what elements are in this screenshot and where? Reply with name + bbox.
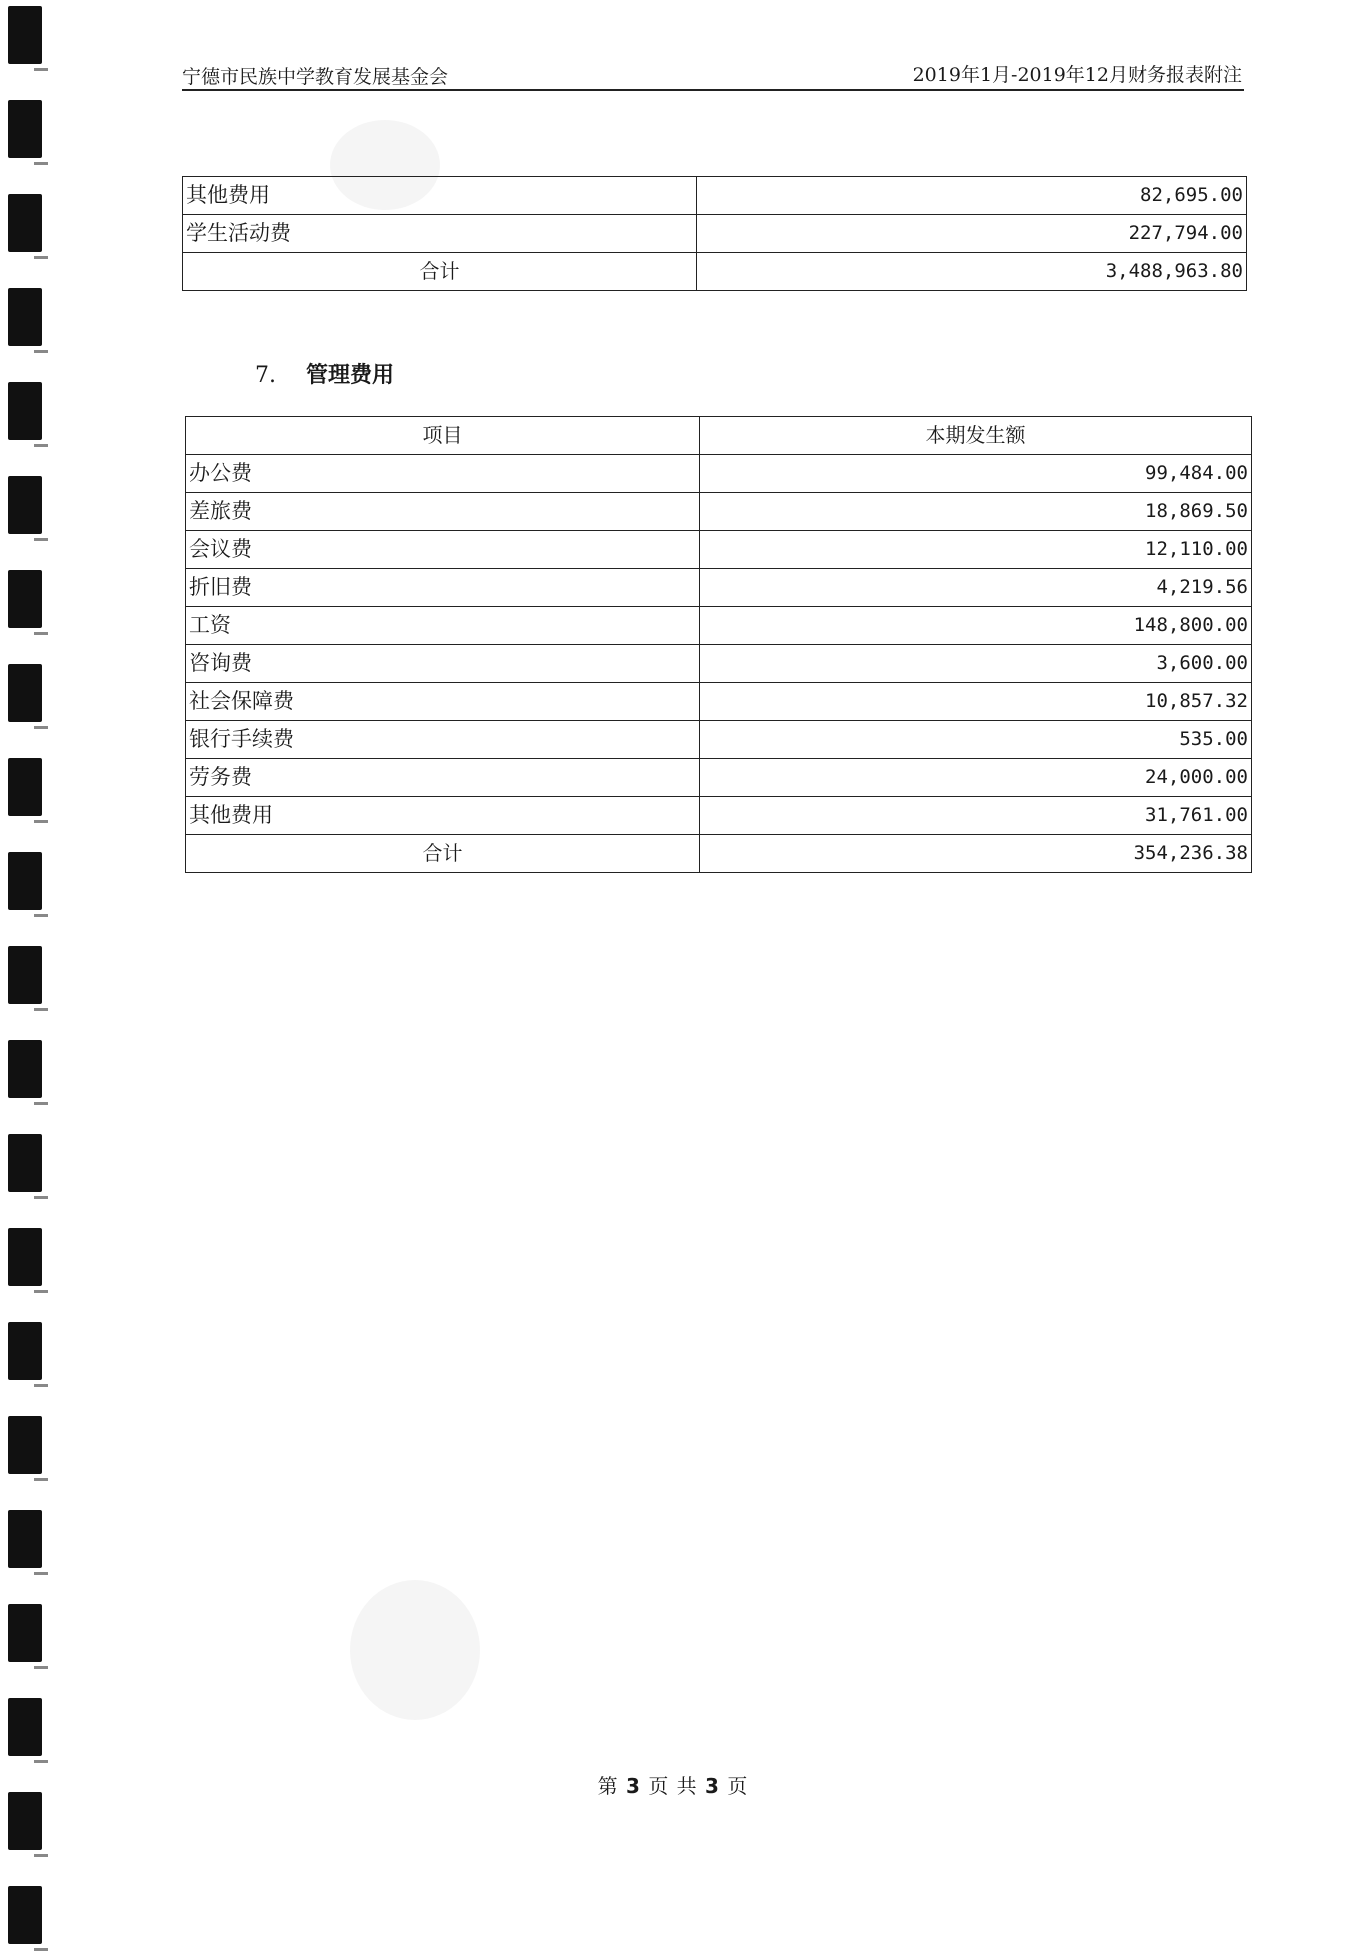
- binding-ring: [8, 758, 42, 816]
- binding-ring: [8, 100, 42, 158]
- item-amount: 24,000.00: [700, 759, 1252, 797]
- binding-ring: [8, 1604, 42, 1662]
- binding-wire: [34, 1008, 48, 1011]
- footer-text: 页: [727, 1774, 749, 1798]
- item-name: 劳务费: [186, 759, 700, 797]
- binding-ring: [8, 852, 42, 910]
- table-row: [186, 455, 1252, 493]
- column-header-item: 项目: [186, 417, 700, 455]
- binding-ring: [8, 1886, 42, 1944]
- binding-ring: [8, 1792, 42, 1850]
- binding-ring: [8, 1228, 42, 1286]
- binding-wire: [34, 256, 48, 259]
- item-amount: 10,857.32: [700, 683, 1252, 721]
- table-row: [183, 177, 1247, 215]
- table-row: [186, 683, 1252, 721]
- binding-wire: [34, 914, 48, 917]
- total-amount: 354,236.38: [700, 835, 1252, 873]
- binding-wire: [34, 1854, 48, 1857]
- binding-wire: [34, 1666, 48, 1669]
- item-name: 学生活动费: [183, 215, 697, 253]
- item-amount: 82,695.00: [697, 177, 1247, 215]
- binding-wire: [34, 444, 48, 447]
- item-name: 银行手续费: [186, 721, 700, 759]
- table-row: [186, 759, 1252, 797]
- item-name: 折旧费: [186, 569, 700, 607]
- table-row: [186, 797, 1252, 835]
- binding-wire: [34, 1102, 48, 1105]
- total-page-count: 3: [705, 1774, 720, 1798]
- total-label: 合计: [186, 835, 700, 873]
- header-rule: [182, 89, 1244, 91]
- binding-ring: [8, 476, 42, 534]
- item-amount: 227,794.00: [697, 215, 1247, 253]
- table-row: [186, 607, 1252, 645]
- management-expense-table: [185, 416, 1252, 873]
- binding-ring: [8, 1322, 42, 1380]
- item-name: 差旅费: [186, 493, 700, 531]
- total-row: [183, 253, 1247, 291]
- organization-name: 宁德市民族中学教育发展基金会: [182, 66, 449, 88]
- binding-wire: [34, 162, 48, 165]
- table-row: [186, 721, 1252, 759]
- item-name: 社会保障费: [186, 683, 700, 721]
- binding-wire: [34, 726, 48, 729]
- page-footer: [0, 1770, 1346, 1799]
- total-amount: 3,488,963.80: [697, 253, 1247, 291]
- binding-wire: [34, 1196, 48, 1199]
- column-header-amount: 本期发生额: [700, 417, 1252, 455]
- binding-wire: [34, 632, 48, 635]
- binding-wire: [34, 1760, 48, 1763]
- item-amount: 18,869.50: [700, 493, 1252, 531]
- binding-ring: [8, 946, 42, 1004]
- binding-ring: [8, 1134, 42, 1192]
- item-name: 其他费用: [186, 797, 700, 835]
- item-amount: 12,110.00: [700, 531, 1252, 569]
- footer-text: 页 共: [648, 1774, 698, 1798]
- section-heading: [255, 358, 394, 389]
- table-header-row: [186, 417, 1252, 455]
- binding-ring: [8, 194, 42, 252]
- current-page-number: 3: [626, 1774, 641, 1798]
- table-row: [186, 569, 1252, 607]
- binding-wire: [34, 538, 48, 541]
- binding-wire: [34, 68, 48, 71]
- table-row: [183, 215, 1247, 253]
- total-label: 合计: [183, 253, 697, 291]
- binding-wire: [34, 1478, 48, 1481]
- binding-ring: [8, 6, 42, 64]
- item-name: 办公费: [186, 455, 700, 493]
- item-amount: 99,484.00: [700, 455, 1252, 493]
- binding-wire: [34, 820, 48, 823]
- footer-text: 第: [597, 1774, 619, 1798]
- item-name: 其他费用: [183, 177, 697, 215]
- table-row: [186, 531, 1252, 569]
- binding-ring: [8, 1040, 42, 1098]
- section-title: 管理费用: [306, 362, 395, 388]
- binding-ring: [8, 1510, 42, 1568]
- page-header: [182, 62, 1242, 92]
- binding-ring: [8, 382, 42, 440]
- table-row: [186, 645, 1252, 683]
- binding-wire: [34, 350, 48, 353]
- scan-smudge: [350, 1580, 480, 1720]
- item-amount: 148,800.00: [700, 607, 1252, 645]
- binding-wire: [34, 1572, 48, 1575]
- binding-ring: [8, 570, 42, 628]
- binding-ring: [8, 1698, 42, 1756]
- binding-wire: [34, 1290, 48, 1293]
- binding-ring: [8, 288, 42, 346]
- spiral-binding: [0, 0, 48, 1920]
- total-row: [186, 835, 1252, 873]
- item-name: 工资: [186, 607, 700, 645]
- binding-wire: [34, 1384, 48, 1387]
- table-row: [186, 493, 1252, 531]
- binding-ring: [8, 1416, 42, 1474]
- item-amount: 4,219.56: [700, 569, 1252, 607]
- item-name: 咨询费: [186, 645, 700, 683]
- item-amount: 31,761.00: [700, 797, 1252, 835]
- binding-ring: [8, 664, 42, 722]
- report-period: 2019年1月-2019年12月财务报表附注: [912, 64, 1242, 86]
- section-number: 7.: [255, 363, 276, 388]
- item-amount: 535.00: [700, 721, 1252, 759]
- item-amount: 3,600.00: [700, 645, 1252, 683]
- item-name: 会议费: [186, 531, 700, 569]
- expense-table-continued: [182, 176, 1247, 291]
